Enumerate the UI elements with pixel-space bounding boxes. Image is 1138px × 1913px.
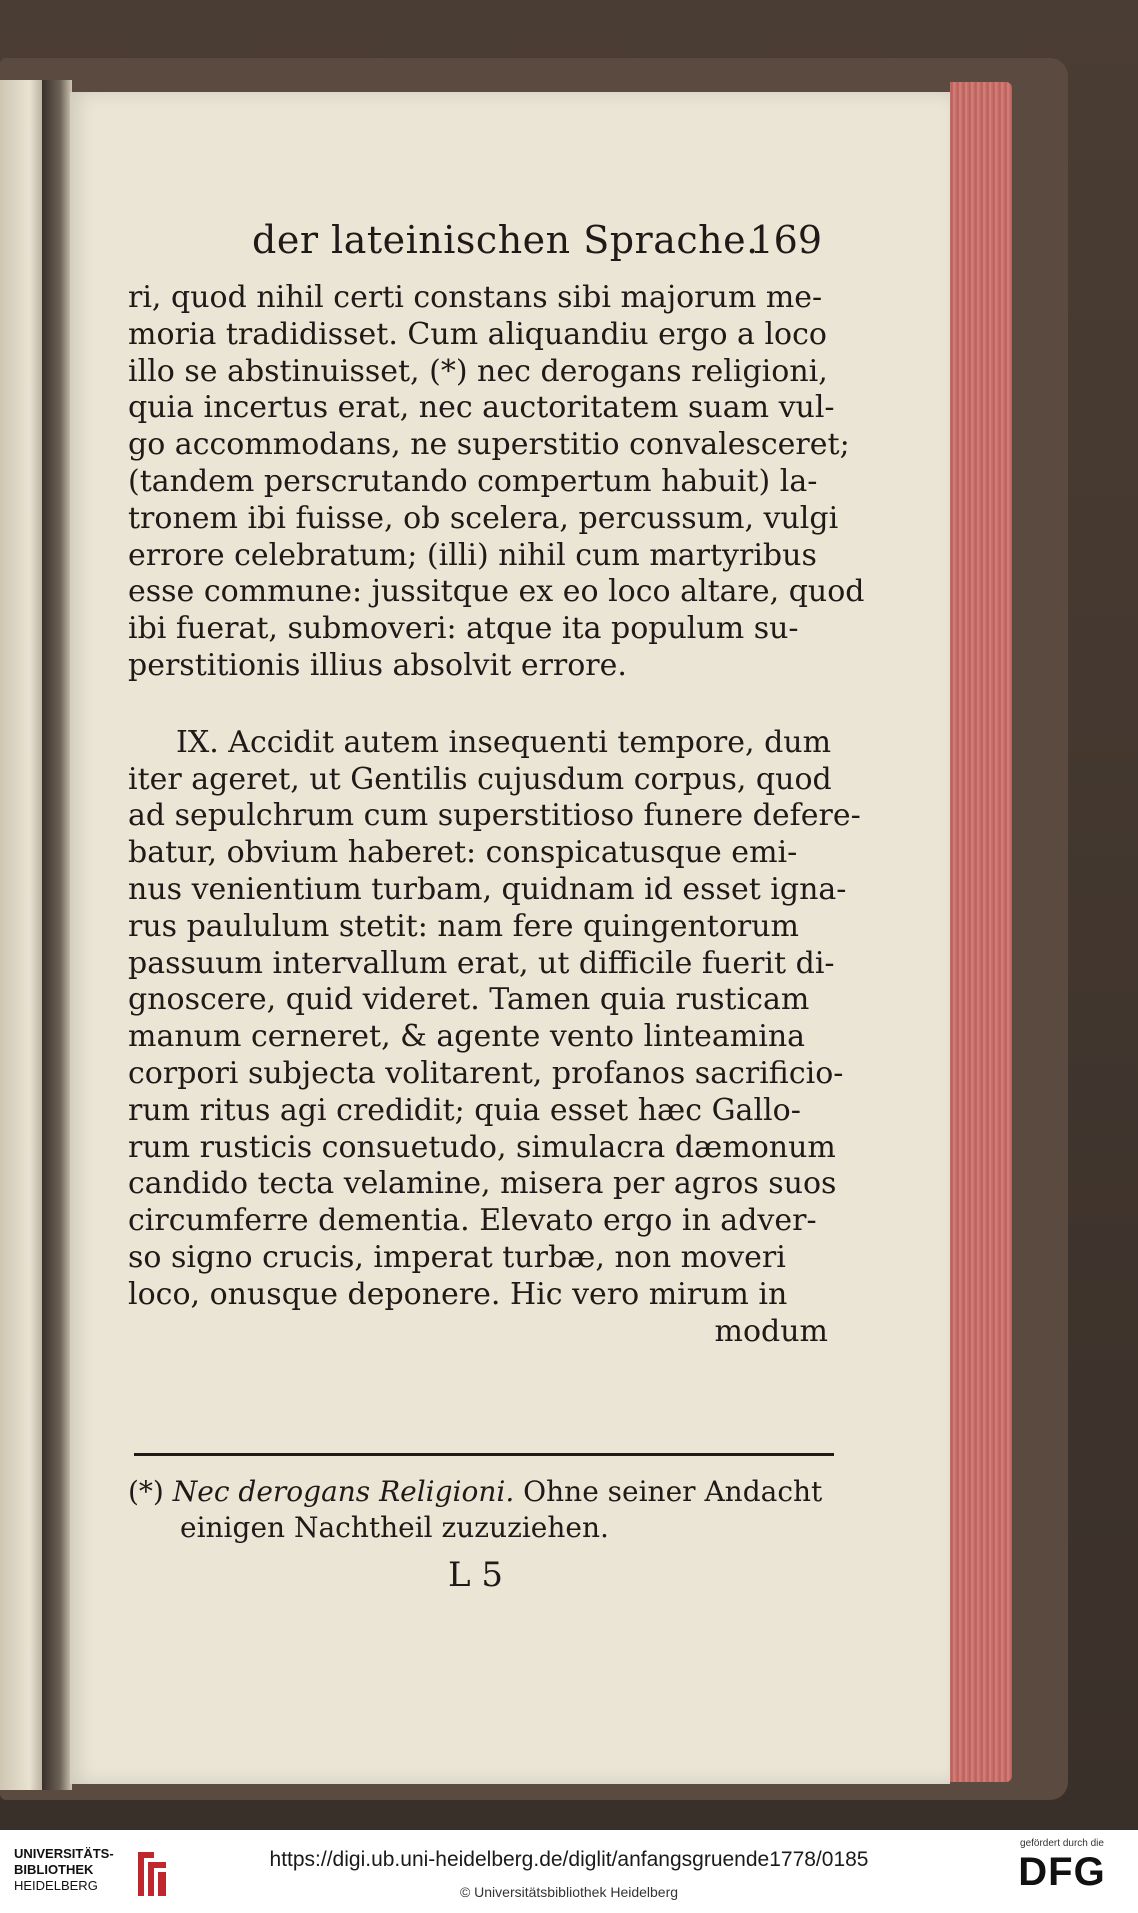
running-title: der lateinischen Sprache.: [252, 218, 759, 262]
body-text: [128, 280, 865, 1350]
text-line: so signo crucis, imperat turbæ, non moveri: [128, 1239, 786, 1275]
footer-bar: [0, 1830, 1138, 1913]
library-name-line3: HEIDELBERG: [14, 1878, 98, 1893]
text-line: gnoscere, quid videret. Tamen quia rusticam: [128, 982, 810, 1018]
text-line: perstitionis illius absolvit errore.: [128, 647, 627, 683]
text-line: candido tecta velamine, misera per agros suos: [128, 1166, 837, 1202]
text-line: go accommodans, ne superstitio convalesceret;: [128, 427, 850, 463]
catchword: modum: [714, 1313, 828, 1349]
text-line: loco, onusque deponere. Hic vero mirum in: [128, 1276, 788, 1312]
text-line: rum ritus agi credidit; quia esset hæc Gallo-: [128, 1092, 801, 1128]
footnote-marker: (*): [128, 1475, 164, 1508]
dfg-wordmark: DFG: [1018, 1850, 1106, 1894]
text-line: rus paululum stetit: nam fere quingentorum: [128, 908, 800, 944]
text-line: rum rusticis consuetudo, simulacra dæmonum: [128, 1129, 836, 1165]
text-line: esse commune: jussitque ex eo loco altare, quod: [128, 574, 865, 610]
text-line: circumferre dementia. Elevato ergo in adver-: [128, 1203, 817, 1239]
page-number: 169: [749, 218, 822, 262]
library-name-line1: UNIVERSITÄTS-: [14, 1846, 114, 1861]
text-line: corpori subjecta volitarent, profanos sacrificio-: [128, 1055, 844, 1091]
text-line: (tandem perscrutando compertum habuit) la-: [128, 463, 818, 499]
text-line: IX. Accidit autem insequenti tempore, dum: [176, 724, 832, 760]
text-line: ibi fuerat, submoveri: atque ita populum su-: [128, 611, 799, 647]
dfg-logo[interactable]: [1006, 1838, 1118, 1906]
page-header: [252, 210, 822, 266]
library-name-line2: BIBLIOTHEK: [14, 1862, 94, 1877]
footnote-rule: [134, 1453, 834, 1456]
text-line: tronem ibi fuisse, ob scelera, percussum, vulgi: [128, 500, 839, 536]
paragraph-gap: [128, 685, 828, 725]
text-line: ri, quod nihil certi constans sibi majorum me-: [128, 280, 823, 315]
text-line: passuum intervallum erat, ut difficile fuerit di-: [128, 945, 835, 981]
footnote: [128, 1474, 848, 1546]
footnote-german-2: einigen Nachtheil zuzuziehen.: [180, 1511, 609, 1544]
spine-shadow: [42, 80, 72, 1790]
footnote-latin: Nec derogans Religioni.: [172, 1475, 515, 1508]
footnote-german-1: Ohne seiner Andacht: [523, 1475, 823, 1508]
text-line: moria tradidisset. Cum aliquandiu ergo a loco: [128, 316, 827, 352]
text-line: illo se abstinuisset, (*) nec derogans religioni,: [128, 353, 828, 389]
text-line: quia incertus erat, nec auctoritatem suam vul-: [128, 390, 835, 426]
text-line: ad sepulchrum cum superstitioso funere defere-: [128, 798, 861, 834]
copyright: © Universitätsbibliothek Heidelberg: [459, 1884, 679, 1900]
text-line: errore celebratum; (illi) nihil cum martyribus: [128, 537, 817, 573]
text-line: iter ageret, ut Gentilis cujusdum corpus, quod: [128, 761, 832, 797]
dfg-caption: gefördert durch die: [1020, 1838, 1104, 1849]
text-line: manum cerneret, & agente vento linteamina: [128, 1019, 806, 1055]
text-line: batur, obvium haberet: conspicatusque emi-: [128, 835, 798, 871]
page-url[interactable]: https://digi.ub.uni-heidelberg.de/diglit/anfangsgruende1778/0185: [269, 1848, 869, 1871]
signature-mark: L 5: [448, 1555, 504, 1595]
page-edge-red: [950, 82, 1012, 1782]
left-page-edge: [0, 80, 42, 1790]
text-line: nus venientium turbam, quidnam id esset igna-: [128, 871, 847, 907]
